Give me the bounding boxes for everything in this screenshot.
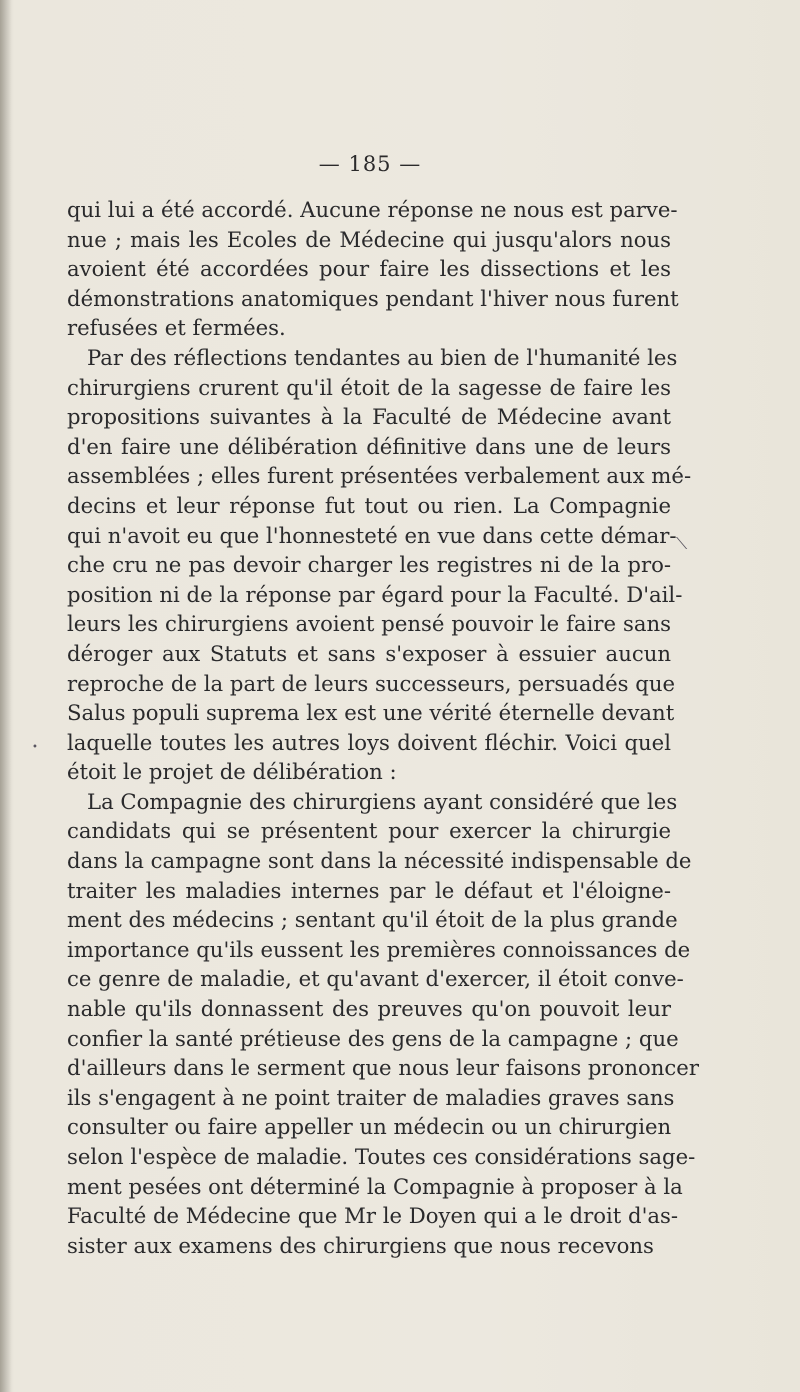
text-line: leurs les chirurgiens avoient pensé pouvoir le faire sans xyxy=(67,611,671,637)
text-line: Salus populi suprema lex est une vérité éternelle devant xyxy=(67,700,675,726)
text-line: decins et leur réponse fut tout ou rien. La Compagnie xyxy=(67,492,671,518)
text-line: La Compagnie des chirurgiens ayant considéré que les xyxy=(87,788,678,814)
text-line: ils s'engagent à ne point traiter de maladies graves sans xyxy=(67,1084,675,1110)
text-line: dans la campagne sont dans la nécessité indispensable de xyxy=(67,848,692,874)
body-text xyxy=(67,195,699,1260)
margin-mark: ⟍ xyxy=(676,534,688,553)
text-line: ment pesées ont déterminé la Compagnie à proposer à la xyxy=(67,1173,683,1199)
text-line: confier la santé prétieuse des gens de la campagne ; que xyxy=(67,1025,679,1051)
text-line: propositions suivantes à la Faculté de Médecine avant xyxy=(67,404,671,430)
text-line: nable qu'ils donnassent des preuves qu'on pouvoit leur xyxy=(67,996,671,1022)
page-edge-shadow xyxy=(0,0,12,1392)
text-line: déroger aux Statuts et sans s'exposer à essuier aucun xyxy=(67,640,671,666)
text-line: che cru ne pas devoir charger les registres ni de la pro- xyxy=(67,552,671,578)
text-line: ment des médecins ; sentant qu'il étoit de la plus grande xyxy=(67,907,678,933)
text-line: avoient été accordées pour faire les dissections et les xyxy=(67,256,671,282)
margin-dot: • xyxy=(32,742,38,753)
text-line: d'ailleurs dans le serment que nous leur faisons prononcer xyxy=(67,1055,699,1081)
text-line: refusées et fermées. xyxy=(67,315,286,341)
text-line: candidats qui se présentent pour exercer la chirurgie xyxy=(67,818,671,844)
text-line: Par des réflections tendantes au bien de l'humanité les xyxy=(87,344,678,370)
text-line: qui n'avoit eu que l'honnesteté en vue dans cette démar- xyxy=(67,522,677,548)
page-number: — 185 — xyxy=(318,152,422,176)
text-line: selon l'espèce de maladie. Toutes ces considérations sage- xyxy=(67,1144,696,1169)
text-line: chirurgiens crurent qu'il étoit de la sagesse de faire les xyxy=(67,374,671,400)
text-line: qui lui a été accordé. Aucune réponse ne nous est parve- xyxy=(67,197,678,222)
text-line: d'en faire une délibération définitive dans une de leurs xyxy=(67,433,671,459)
text-line: consulter ou faire appeller un médecin ou un chirurgien xyxy=(67,1114,672,1140)
text-line: sister aux examens des chirurgiens que nous recevons xyxy=(67,1232,654,1258)
text-line: démonstrations anatomiques pendant l'hiver nous furent xyxy=(67,285,679,311)
text-line: assemblées ; elles furent présentées verbalement aux mé- xyxy=(67,463,692,489)
text-line: Faculté de Médecine que Mr le Doyen qui a le droit d'as- xyxy=(67,1203,679,1229)
text-line: étoit le projet de délibération : xyxy=(67,759,397,785)
text-line: nue ; mais les Ecoles de Médecine qui jusqu'alors nous xyxy=(67,226,671,252)
text-line: traiter les maladies internes par le défaut et l'éloigne- xyxy=(67,877,671,903)
text-line: ce genre de maladie, et qu'avant d'exercer, il étoit conve- xyxy=(67,966,684,992)
text-line: reproche de la part de leurs successeurs, persuadés que xyxy=(67,670,676,696)
text-line: importance qu'ils eussent les premières connoissances de xyxy=(67,936,691,962)
text-line: position ni de la réponse par égard pour la Faculté. D'ail- xyxy=(67,581,683,607)
text-line: laquelle toutes les autres loys doivent fléchir. Voici quel xyxy=(67,729,671,755)
